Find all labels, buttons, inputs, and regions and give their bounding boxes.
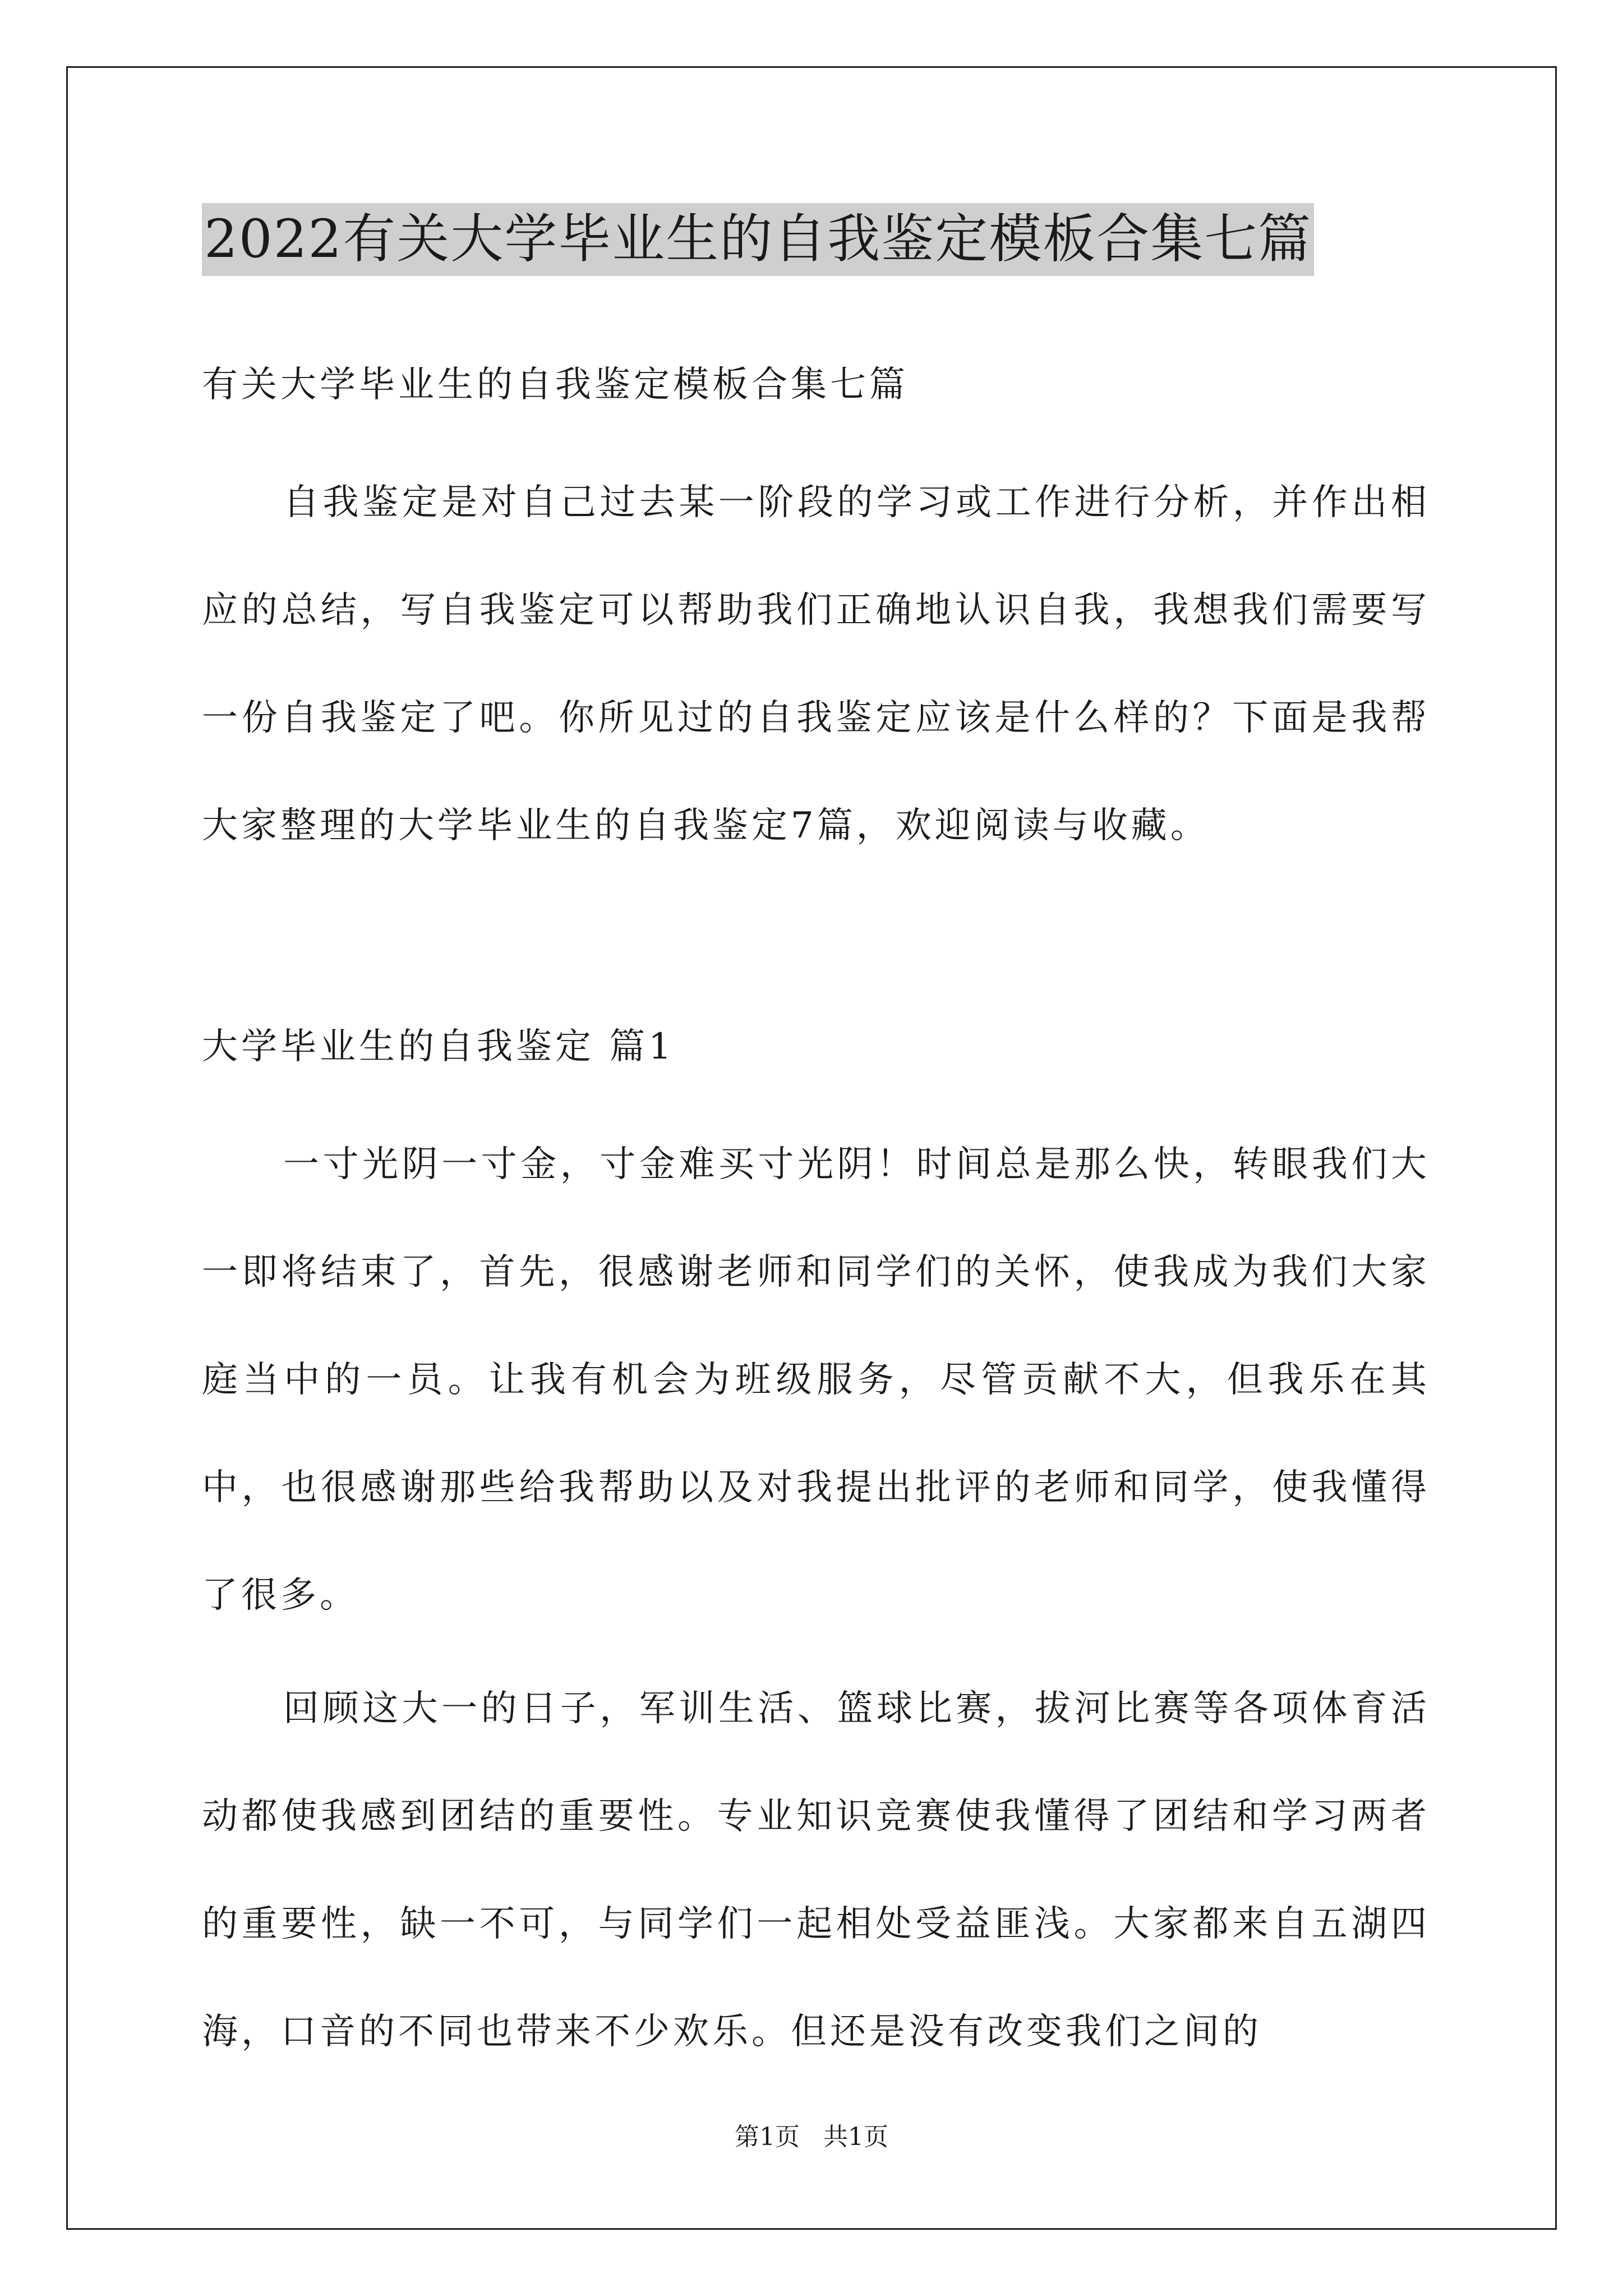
section-heading: 大学毕业生的自我鉴定 篇1 [202, 1026, 675, 1068]
document-title: 2022有关大学毕业生的自我鉴定模板合集七篇 [202, 203, 1314, 276]
body-paragraph-2: 回顾这大一的日子，军训生活、篮球比赛，拔河比赛等各项体育活动都使我感到团结的重要性。专业知识竞赛使我懂得了团结和学习两者的重要性，缺一不可，与同学们一起相处受益匪浅。大家都来自五湖四海，口音的不同也带来不少欢乐。但还是没有改变我们之间的 [202, 1688, 1430, 2053]
page-footer: 第1页 共1页 [735, 2123, 888, 2151]
body-paragraph-1: 一寸光阴一寸金，寸金难买寸光阴！时间总是那么快，转眼我们大一即将结束了，首先，很感谢老师和同学们的关怀，使我成为我们大家庭当中的一员。让我有机会为班级服务，尽管贡献不大，但我乐在其中，也很感谢那些给我帮助以及对我提出批评的老师和同学，使我懂得了很多。 [202, 1144, 1430, 1616]
document-subtitle: 有关大学毕业生的自我鉴定模板合集七篇 [202, 364, 909, 406]
intro-paragraph: 自我鉴定是对自己过去某一阶段的学习或工作进行分析，并作出相应的总结，写自我鉴定可以帮助我们正确地认识自我，我想我们需要写一份自我鉴定了吧。你所见过的自我鉴定应该是什么样的？下面是我帮大家整理的大学毕业生的自我鉴定7篇，欢迎阅读与收藏。 [202, 482, 1430, 846]
